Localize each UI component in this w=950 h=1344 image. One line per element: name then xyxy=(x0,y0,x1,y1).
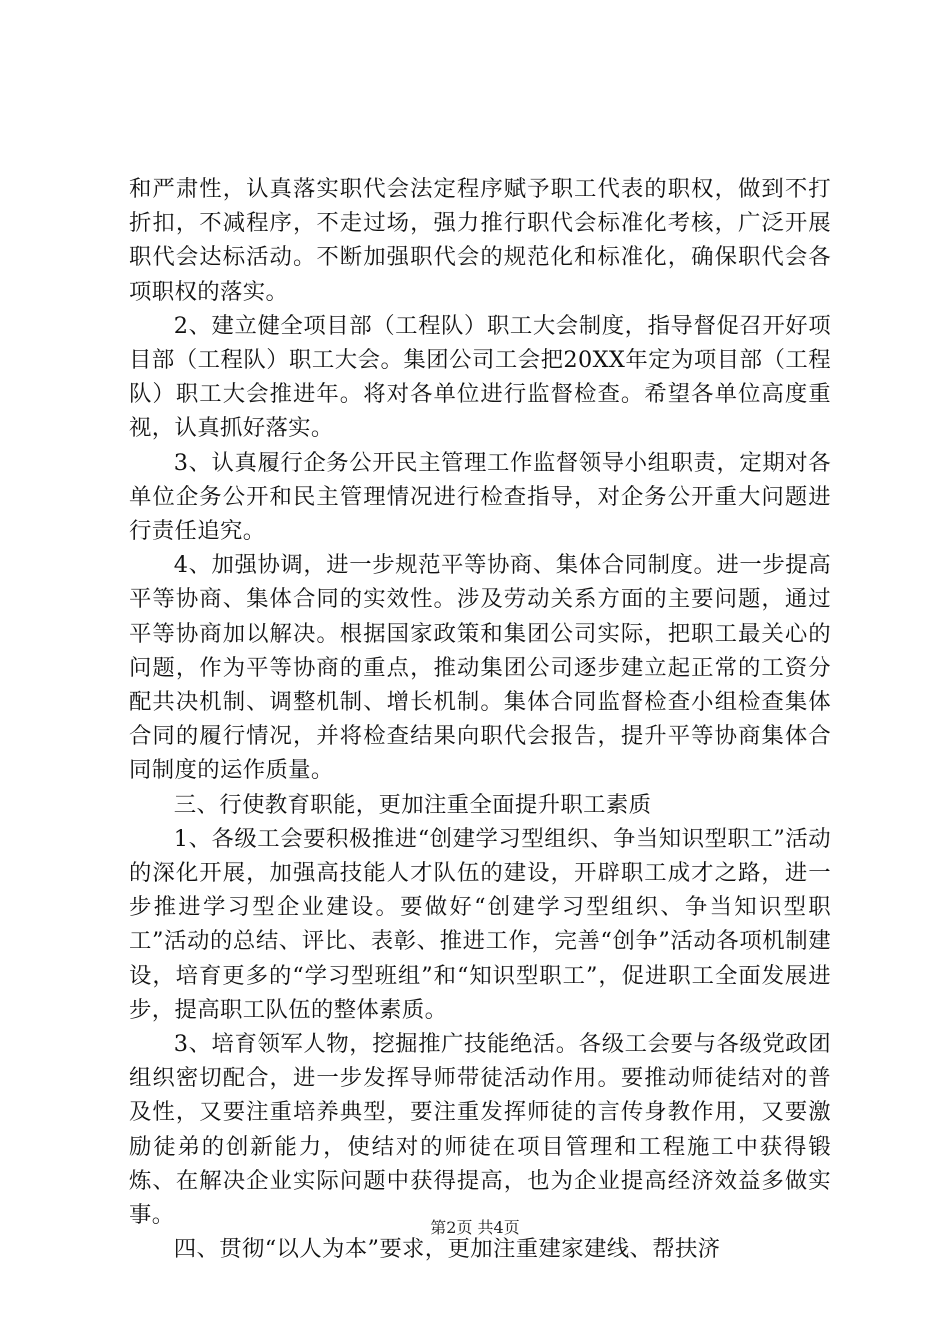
paragraph: 4、加强协调，进一步规范平等协商、集体合同制度。进一步提高平等协商、集体合同的实效性。涉及劳动关系方面的主要问题，通过平等协商加以解决。根据国家政策和集团公司实际，把职工最关心的问题，作为平等协商的重点，推动集团公司逐步建立起正常的工资分配共决机制、调整机制、增长机制。集体合同监督检查小组检查集体合同的履行情况，并将检查结果向职代会报告，提升平等协商集体合同制度的运作质量。 xyxy=(129,552,831,784)
page-footer: 第2页 共4页 xyxy=(430,1218,520,1237)
paragraph: 和严肃性，认真落实职代会法定程序赋予职工代表的职权，做到不打折扣，不减程序，不走过场，强力推行职代会标准化考核，广泛开展职代会达标活动。不断加强职代会的规范化和标准化，确保职代会各项职权的落实。 xyxy=(129,176,831,305)
paragraph: 2、建立健全项目部（工程队）职工大会制度，指导督促召开好项目部（工程队）职工大会。集团公司工会把20XX年定为项目部（工程队）职工大会推进年。将对各单位进行监督检查。希望各单位高度重视，认真抓好落实。 xyxy=(129,312,831,442)
section-heading: 三、行使教育职能，更加注重全面提升职工素质 xyxy=(173,791,652,818)
paragraph: 1、各级工会要积极推进“创建学习型组织、争当知识型职工”活动的深化开展，加强高技能人才队伍的建设，开辟职工成才之路，进一步推进学习型企业建设。要做好“创建学习型组织、争当知识型职工”活动的总结、评比、表彰、推进工作，完善“创争”活动各项机制建设，培育更多的“学习型班组”和“知识型职工”，促进职工全面发展进步，提高职工队伍的整体素质。 xyxy=(129,825,831,1023)
paragraph: 3、培育领军人物，挖掘推广技能绝活。各级工会要与各级党政团组织密切配合，进一步发挥导师带徒活动作用。要推动师徒结对的普及性，又要注重培养典型，要注重发挥师徒的言传身教作用，又要激励徒弟的创新能力，使结对的师徒在项目管理和工程施工中获得锻炼、在解决企业实际问题中获得提高，也为企业提高经济效益多做实事。 xyxy=(129,1031,831,1229)
document-body xyxy=(129,172,831,1267)
paragraph: 3、认真履行企务公开民主管理工作监督领导小组职责，定期对各单位企务公开和民主管理情况进行检查指导，对企务公开重大问题进行责任追究。 xyxy=(129,449,831,545)
section-heading: 四、贯彻“以人为本”要求，更加注重建家建线、帮扶济 xyxy=(173,1236,721,1263)
